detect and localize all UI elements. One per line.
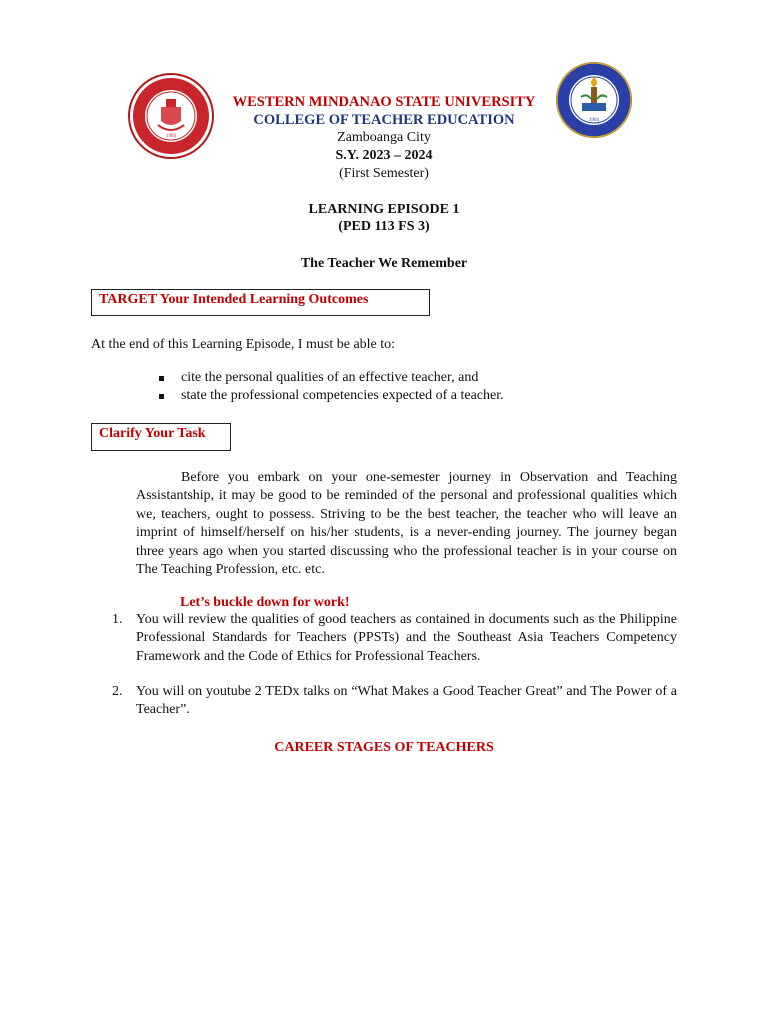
clarify-heading-box	[91, 423, 231, 451]
svg-text:1904: 1904	[589, 118, 599, 123]
list-number-1: 1.	[112, 612, 123, 627]
college-name: COLLEGE OF TEACHER EDUCATION	[253, 112, 515, 128]
work-heading: Let’s buckle down for work!	[180, 595, 350, 610]
semester: (First Semester)	[339, 166, 429, 181]
list-number-2: 2.	[112, 684, 123, 699]
target-intro: At the end of this Learning Episode, I must be able to:	[91, 337, 396, 352]
school-year: S.Y. 2023 – 2024	[335, 148, 433, 163]
svg-text:1904: 1904	[166, 134, 176, 139]
city-name: Zamboanga City	[337, 130, 431, 145]
episode-title: LEARNING EPISODE 1	[308, 202, 460, 217]
bullet-marker	[159, 394, 164, 399]
university-name: WESTERN MINDANAO STATE UNIVERSITY	[232, 94, 536, 110]
outcome-bullet-2: state the professional competencies expected of a teacher.	[181, 388, 504, 403]
target-heading: TARGET Your Intended Learning Outcomes	[99, 292, 369, 307]
career-stages-heading: CAREER STAGES OF TEACHERS	[274, 740, 494, 755]
clarify-heading: Clarify Your Task	[99, 426, 206, 441]
clarify-paragraph: Before you embark on your one-semester journey in Observation and Teaching Assistantship, it may be good to be reminded of the personal and professional qualities which we, teachers, ought to possess. Striving to be the best teacher, the teacher who will leave an imprint of himself/herself on his/her students, is a never-ending journey. The journey began three years ago when you started discussing who the professional teacher is in your course on The Teaching Profession, etc. etc.	[136, 470, 677, 578]
task-item-1: You will review the qualities of good teachers as contained in documents such as the Philippine Professional Standards for Teachers (PPSTs) and the Southeast Asia Teachers Competency Framework and the Code of Ethics for Professional Teachers.	[136, 612, 677, 664]
bullet-marker	[159, 376, 164, 381]
target-heading-box	[91, 289, 430, 316]
outcome-bullet-1: cite the personal qualities of an effective teacher, and	[181, 370, 479, 385]
episode-subtitle: The Teacher We Remember	[300, 256, 468, 271]
episode-code: (PED 113 FS 3)	[338, 219, 430, 234]
task-item-2: You will on youtube 2 TEDx talks on “What Makes a Good Teacher Great” and The Power of a Teacher”.	[136, 684, 677, 718]
